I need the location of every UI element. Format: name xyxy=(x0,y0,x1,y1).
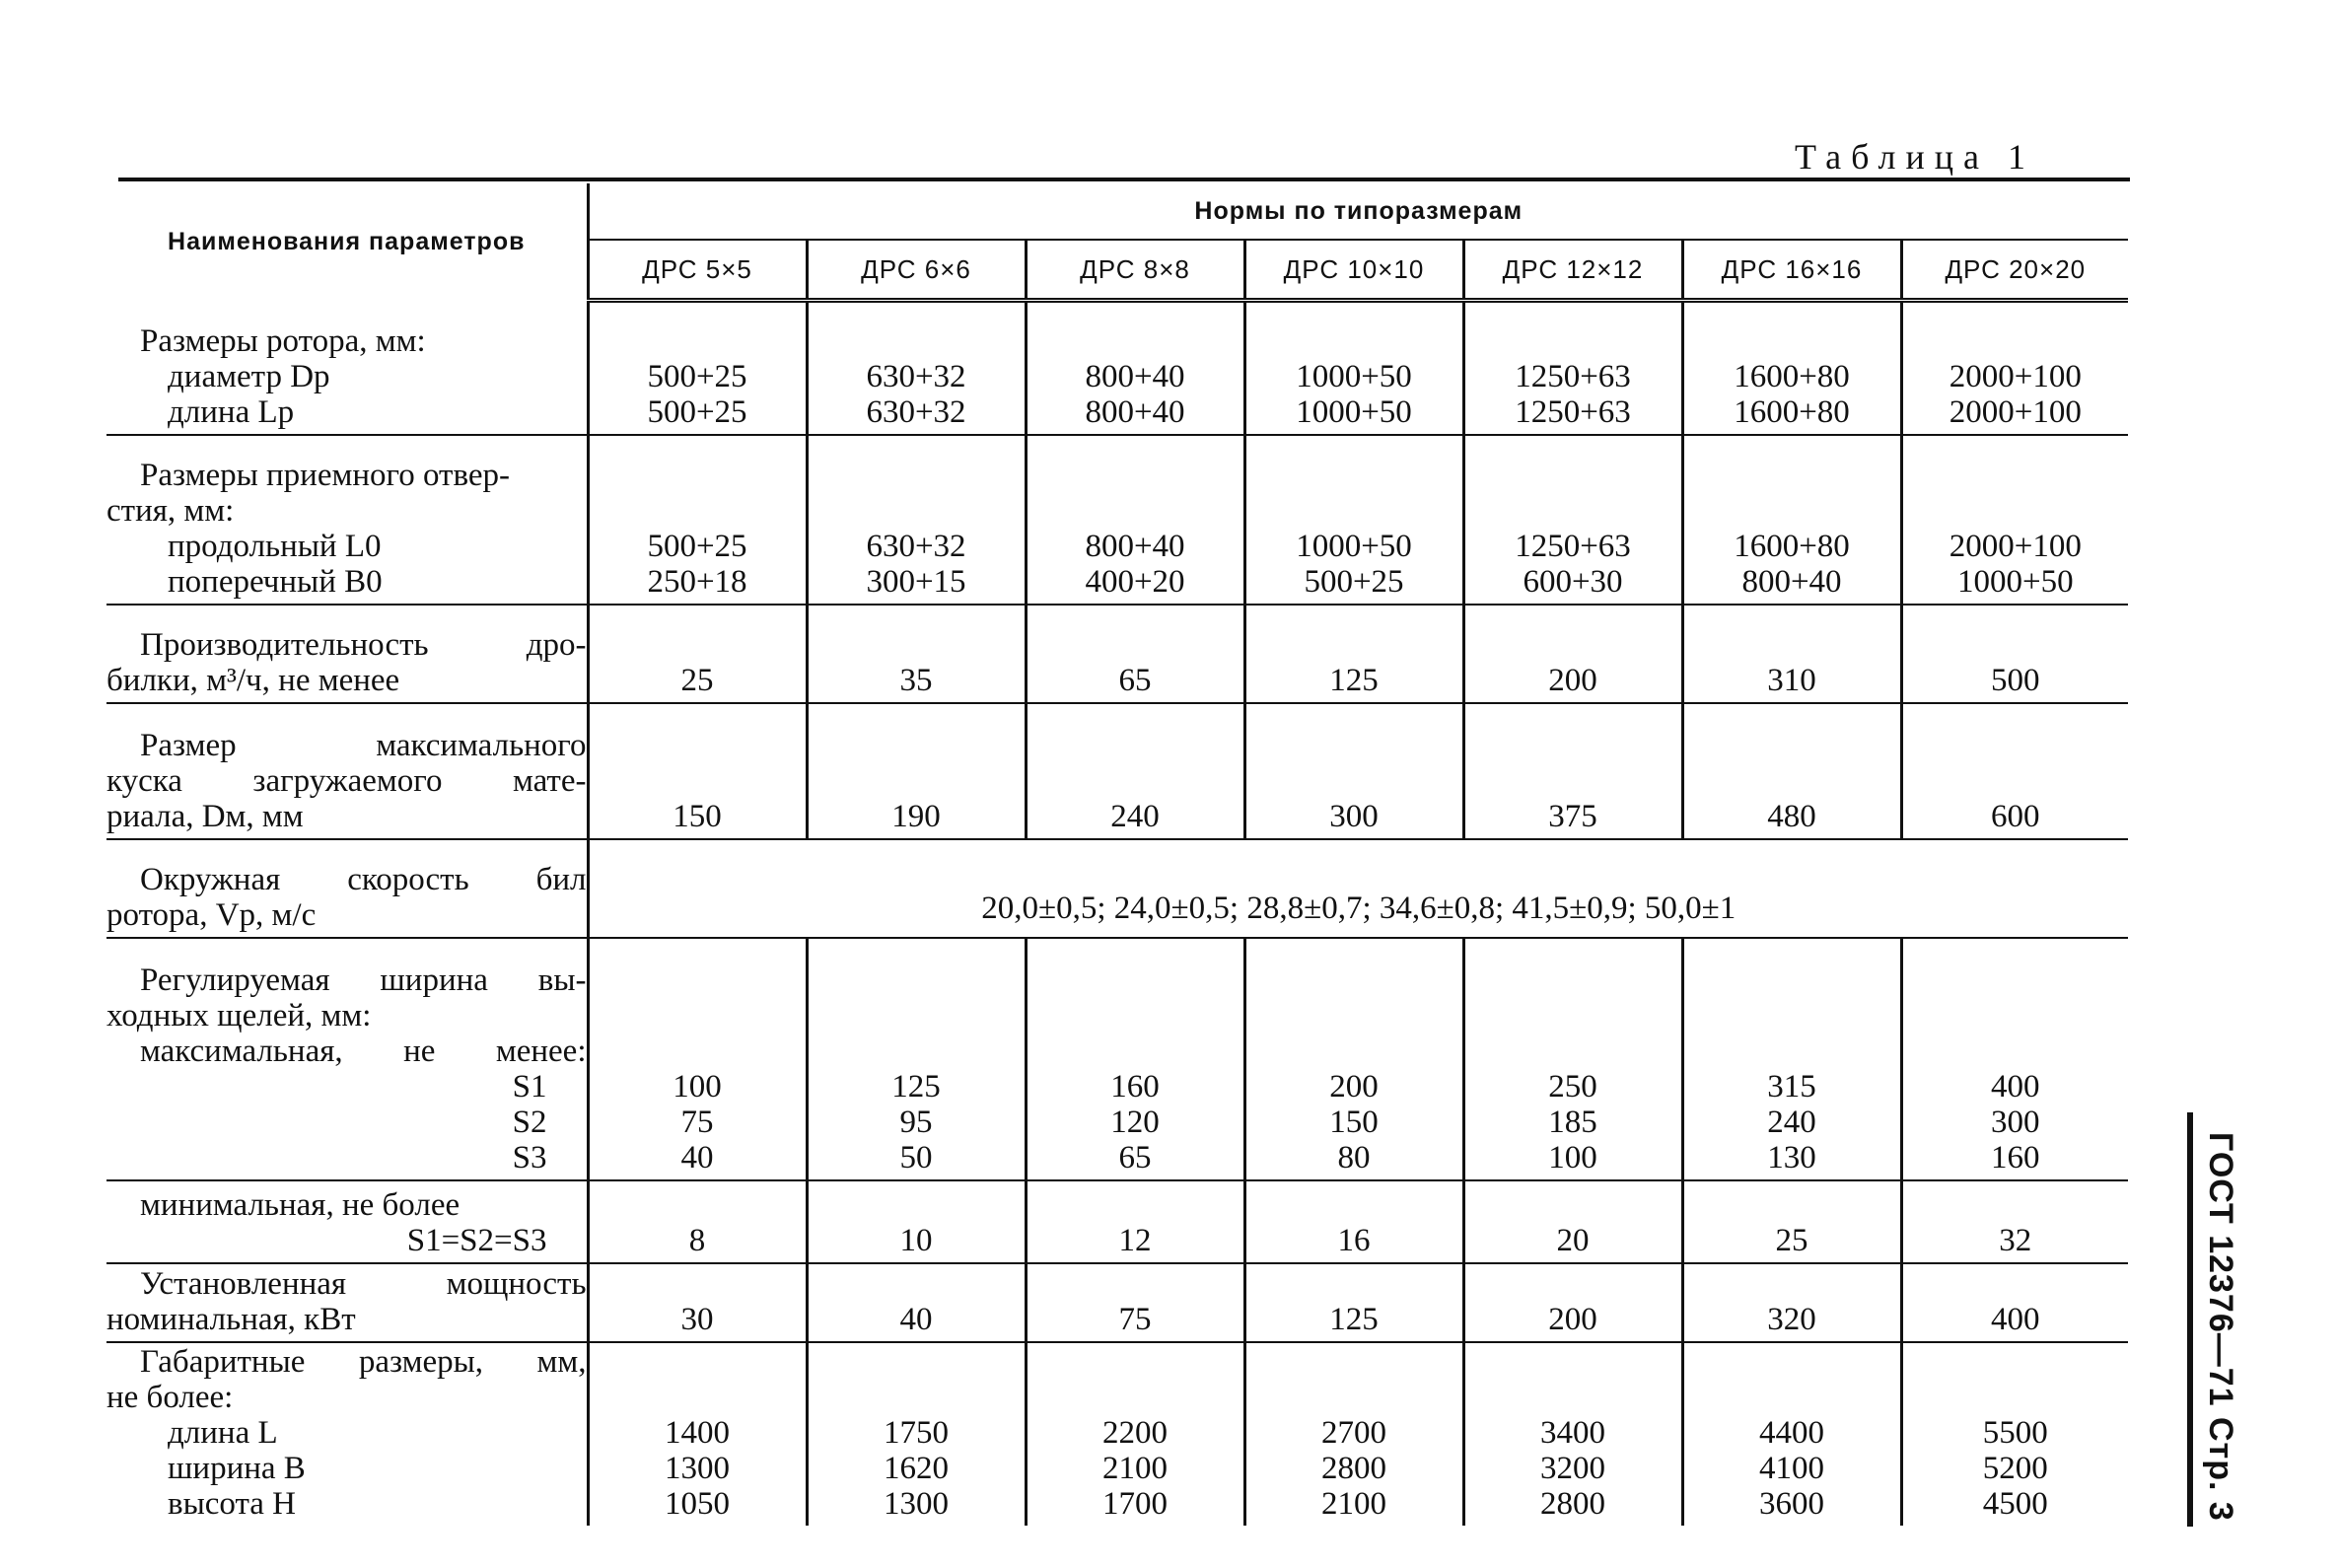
table-row xyxy=(106,1342,2128,1526)
value-line: 2200 xyxy=(1102,1414,1168,1451)
value-cell xyxy=(1682,938,1901,1180)
value-cell xyxy=(588,1180,807,1263)
value-line: 2000+100 xyxy=(1949,528,2082,564)
value-cell xyxy=(1682,1342,1901,1526)
value-line: 2000+100 xyxy=(1949,358,2082,394)
param-line: Размеры приемного отвер- xyxy=(140,457,511,493)
value-line: 95 xyxy=(899,1104,933,1140)
value-cell xyxy=(588,605,807,703)
param-cell xyxy=(106,1263,588,1342)
value-line: 10 xyxy=(899,1222,933,1258)
value-line: 5200 xyxy=(1982,1450,2048,1486)
size-header: ДРС 6×6 xyxy=(807,240,1026,301)
value-line: 300 xyxy=(1329,798,1379,834)
param-cell xyxy=(106,839,588,938)
value-line: 480 xyxy=(1767,798,1816,834)
value-line: 1700 xyxy=(1102,1485,1168,1522)
value-line: 65 xyxy=(1118,1139,1152,1176)
value-line: 240 xyxy=(1110,798,1160,834)
value-cell xyxy=(1463,605,1682,703)
value-cell xyxy=(807,1342,1026,1526)
value-line: 1620 xyxy=(884,1450,949,1486)
value-line: 4400 xyxy=(1759,1414,1824,1451)
param-line: диаметр Dр xyxy=(168,358,330,394)
param-line: Окружная скорость бил xyxy=(140,861,587,897)
param-line: Размеры ротора, мм: xyxy=(140,322,426,359)
value-cell xyxy=(1463,938,1682,1180)
value-line: 160 xyxy=(1110,1068,1160,1105)
value-cell xyxy=(1026,1180,1244,1263)
value-line: 1300 xyxy=(884,1485,949,1522)
top-rule xyxy=(118,178,2130,181)
value-line: 2100 xyxy=(1321,1485,1386,1522)
value-line: 310 xyxy=(1767,662,1816,698)
value-line: 600+30 xyxy=(1523,563,1623,600)
value-line: 1000+50 xyxy=(1296,528,1412,564)
value-line: 1300 xyxy=(665,1450,730,1486)
value-line: 500+25 xyxy=(1304,563,1404,600)
value-cell xyxy=(1901,1342,2128,1526)
value-line: 185 xyxy=(1548,1104,1597,1140)
value-cell xyxy=(588,435,807,605)
value-line: 240 xyxy=(1767,1104,1816,1140)
value-cell xyxy=(1463,1180,1682,1263)
param-cell xyxy=(106,703,588,839)
param-column-header: Наименования параметров xyxy=(106,183,588,301)
value-line: 32 xyxy=(1999,1222,2032,1258)
value-line: 20 xyxy=(1556,1222,1590,1258)
param-line: куска загружаемого мате- xyxy=(106,762,587,799)
value-line: 1600+80 xyxy=(1734,358,1850,394)
param-line: Габаритные размеры, мм, xyxy=(140,1343,587,1380)
value-cell xyxy=(1026,703,1244,839)
value-line: 2100 xyxy=(1102,1450,1168,1486)
value-cell xyxy=(1463,435,1682,605)
value-line: 400+20 xyxy=(1085,563,1185,600)
value-cell xyxy=(1901,301,2128,435)
side-rule xyxy=(2187,1112,2193,1527)
value-line: 75 xyxy=(1118,1301,1152,1337)
value-line: 40 xyxy=(680,1139,714,1176)
value-line: 600 xyxy=(1991,798,2040,834)
value-line: 800+40 xyxy=(1741,563,1842,600)
size-header: ДРС 5×5 xyxy=(588,240,807,301)
value-line: 250 xyxy=(1548,1068,1597,1105)
value-line: 1400 xyxy=(665,1414,730,1451)
value-line: 100 xyxy=(673,1068,722,1105)
value-line: 190 xyxy=(891,798,941,834)
value-line: 200 xyxy=(1329,1068,1379,1105)
param-cell xyxy=(106,1342,588,1526)
value-line: 630+32 xyxy=(866,393,966,430)
norms-header: Нормы по типоразмерам xyxy=(588,183,2128,240)
value-line: 25 xyxy=(1775,1222,1808,1258)
table-row xyxy=(106,938,2128,1180)
param-line: не более: xyxy=(106,1379,234,1415)
value-line: 630+32 xyxy=(866,358,966,394)
value-line: 400 xyxy=(1991,1301,2040,1337)
value-line: 75 xyxy=(680,1104,714,1140)
param-line: Регулируемая ширина вы- xyxy=(140,962,587,998)
value-cell xyxy=(1026,1263,1244,1342)
value-cell xyxy=(1026,938,1244,1180)
value-cell xyxy=(588,1342,807,1526)
value-line: 150 xyxy=(1329,1104,1379,1140)
value-line: 2800 xyxy=(1321,1450,1386,1486)
value-line: 500+25 xyxy=(647,393,747,430)
value-cell xyxy=(1682,1180,1901,1263)
standard-page-label: ГОСТ 12376—71 Стр. 3 xyxy=(2202,1132,2239,1522)
param-line: высота H xyxy=(168,1485,297,1522)
value-line: 160 xyxy=(1991,1139,2040,1176)
value-line: 1750 xyxy=(884,1414,949,1451)
table-row xyxy=(106,1180,2128,1263)
table-caption: Таблица 1 xyxy=(1795,137,2035,177)
value-cell xyxy=(1682,435,1901,605)
value-cell xyxy=(807,703,1026,839)
value-cell xyxy=(1682,703,1901,839)
value-cell xyxy=(1901,938,2128,1180)
size-header: ДРС 20×20 xyxy=(1901,240,2128,301)
value-cell xyxy=(588,938,807,1180)
value-line: 25 xyxy=(680,662,714,698)
value-line: 500+25 xyxy=(647,528,747,564)
value-line: 4500 xyxy=(1982,1485,2048,1522)
param-line: максимальная, не менее: xyxy=(140,1033,587,1069)
value-line: 125 xyxy=(891,1068,941,1105)
param-line: риала, Dм, мм xyxy=(106,798,304,834)
speed-values: 20,0±0,5; 24,0±0,5; 28,8±0,7; 34,6±0,8; 41,5±0,9; 50,0±1 xyxy=(588,839,2128,938)
table-row xyxy=(106,605,2128,703)
value-cell xyxy=(1244,1180,1463,1263)
value-line: 300 xyxy=(1991,1104,2040,1140)
value-line: 40 xyxy=(899,1301,933,1337)
value-line: 80 xyxy=(1337,1139,1371,1176)
value-cell xyxy=(1463,1263,1682,1342)
value-line: 35 xyxy=(899,662,933,698)
value-line: 50 xyxy=(899,1139,933,1176)
value-line: 3600 xyxy=(1759,1485,1824,1522)
value-cell xyxy=(1682,301,1901,435)
value-cell xyxy=(1901,1180,2128,1263)
param-line: S3 xyxy=(512,1139,547,1176)
value-line: 1600+80 xyxy=(1734,393,1850,430)
value-line: 200 xyxy=(1548,662,1597,698)
value-cell xyxy=(1463,1342,1682,1526)
param-cell xyxy=(106,938,588,1180)
value-cell xyxy=(1901,435,2128,605)
value-cell xyxy=(1901,703,2128,839)
param-line: продольный L0 xyxy=(168,528,382,564)
value-line: 30 xyxy=(680,1301,714,1337)
value-cell xyxy=(1026,1342,1244,1526)
param-line: поперечный B0 xyxy=(168,563,383,600)
table-row xyxy=(106,1263,2128,1342)
table-row xyxy=(106,301,2128,435)
parameters-table xyxy=(106,183,2128,1526)
value-line: 300+15 xyxy=(866,563,966,600)
value-line: 1000+50 xyxy=(1296,358,1412,394)
value-cell xyxy=(588,1263,807,1342)
value-line: 500+25 xyxy=(647,358,747,394)
param-line: Установленная мощность xyxy=(140,1265,587,1302)
value-line: 5500 xyxy=(1982,1414,2048,1451)
value-line: 2700 xyxy=(1321,1414,1386,1451)
value-line: 16 xyxy=(1337,1222,1371,1258)
value-cell xyxy=(807,435,1026,605)
value-line: 120 xyxy=(1110,1104,1160,1140)
param-line: ротора, Vр, м/с xyxy=(106,896,317,933)
param-line: Производительность дро- xyxy=(140,626,587,663)
value-cell xyxy=(807,938,1026,1180)
value-cell xyxy=(807,301,1026,435)
value-line: 630+32 xyxy=(866,528,966,564)
value-cell xyxy=(1026,435,1244,605)
param-cell xyxy=(106,605,588,703)
value-line: 800+40 xyxy=(1085,393,1185,430)
value-cell xyxy=(1244,1342,1463,1526)
param-cell xyxy=(106,301,588,435)
value-line: 1250+63 xyxy=(1515,528,1631,564)
value-cell xyxy=(1026,301,1244,435)
value-cell xyxy=(1463,301,1682,435)
value-cell xyxy=(1901,605,2128,703)
value-line: 500 xyxy=(1991,662,2040,698)
param-cell xyxy=(106,1180,588,1263)
value-cell xyxy=(1682,605,1901,703)
table-row xyxy=(106,839,2128,938)
value-line: 130 xyxy=(1767,1139,1816,1176)
value-cell xyxy=(588,301,807,435)
value-cell xyxy=(588,703,807,839)
value-line: 65 xyxy=(1118,662,1152,698)
value-cell xyxy=(1244,301,1463,435)
value-line: 315 xyxy=(1767,1068,1816,1105)
value-line: 1250+63 xyxy=(1515,358,1631,394)
value-line: 3400 xyxy=(1540,1414,1605,1451)
value-line: 125 xyxy=(1329,662,1379,698)
value-line: 320 xyxy=(1767,1301,1816,1337)
value-line: 3200 xyxy=(1540,1450,1605,1486)
value-line: 2000+100 xyxy=(1949,393,2082,430)
value-line: 400 xyxy=(1991,1068,2040,1105)
value-line: 800+40 xyxy=(1085,528,1185,564)
value-line: 125 xyxy=(1329,1301,1379,1337)
value-line: 150 xyxy=(673,798,722,834)
value-line: 2800 xyxy=(1540,1485,1605,1522)
param-line: S1=S2=S3 xyxy=(406,1222,547,1258)
size-header: ДРС 12×12 xyxy=(1463,240,1682,301)
value-line: 12 xyxy=(1118,1222,1152,1258)
value-line: 4100 xyxy=(1759,1450,1824,1486)
value-line: 200 xyxy=(1548,1301,1597,1337)
size-header: ДРС 16×16 xyxy=(1682,240,1901,301)
value-line: 1600+80 xyxy=(1734,528,1850,564)
value-line: 100 xyxy=(1548,1139,1597,1176)
param-line: минимальная, не более xyxy=(140,1186,461,1223)
value-line: 1050 xyxy=(665,1485,730,1522)
value-cell xyxy=(807,605,1026,703)
value-line: 1000+50 xyxy=(1956,563,2074,600)
table-row xyxy=(106,435,2128,605)
value-cell xyxy=(1244,435,1463,605)
param-line: ширина B xyxy=(168,1450,306,1486)
param-line: номинальная, кВт xyxy=(106,1301,356,1337)
value-cell xyxy=(1026,605,1244,703)
table-row xyxy=(106,703,2128,839)
value-cell xyxy=(1244,1263,1463,1342)
value-line: 250+18 xyxy=(647,563,747,600)
value-cell xyxy=(807,1263,1026,1342)
value-line: 1000+50 xyxy=(1296,393,1412,430)
value-cell xyxy=(1682,1263,1901,1342)
param-line: ходных щелей, мм: xyxy=(106,997,372,1033)
value-line: 1250+63 xyxy=(1515,393,1631,430)
value-cell xyxy=(1463,703,1682,839)
param-line: длина L xyxy=(168,1414,278,1451)
param-line: стия, мм: xyxy=(106,492,235,529)
value-line: 800+40 xyxy=(1085,358,1185,394)
value-line: 375 xyxy=(1548,798,1597,834)
value-cell xyxy=(807,1180,1026,1263)
value-cell xyxy=(1901,1263,2128,1342)
value-cell xyxy=(1244,703,1463,839)
param-line: Размер максимального xyxy=(140,727,587,763)
param-line: S2 xyxy=(512,1104,547,1140)
param-cell xyxy=(106,435,588,605)
value-cell xyxy=(1244,605,1463,703)
size-header: ДРС 10×10 xyxy=(1244,240,1463,301)
param-line: S1 xyxy=(512,1068,547,1105)
value-line: 8 xyxy=(688,1222,706,1258)
size-header: ДРС 8×8 xyxy=(1026,240,1244,301)
param-line: билки, м³/ч, не менее xyxy=(106,662,400,698)
value-cell xyxy=(1244,938,1463,1180)
param-line: длина Lр xyxy=(168,393,295,430)
